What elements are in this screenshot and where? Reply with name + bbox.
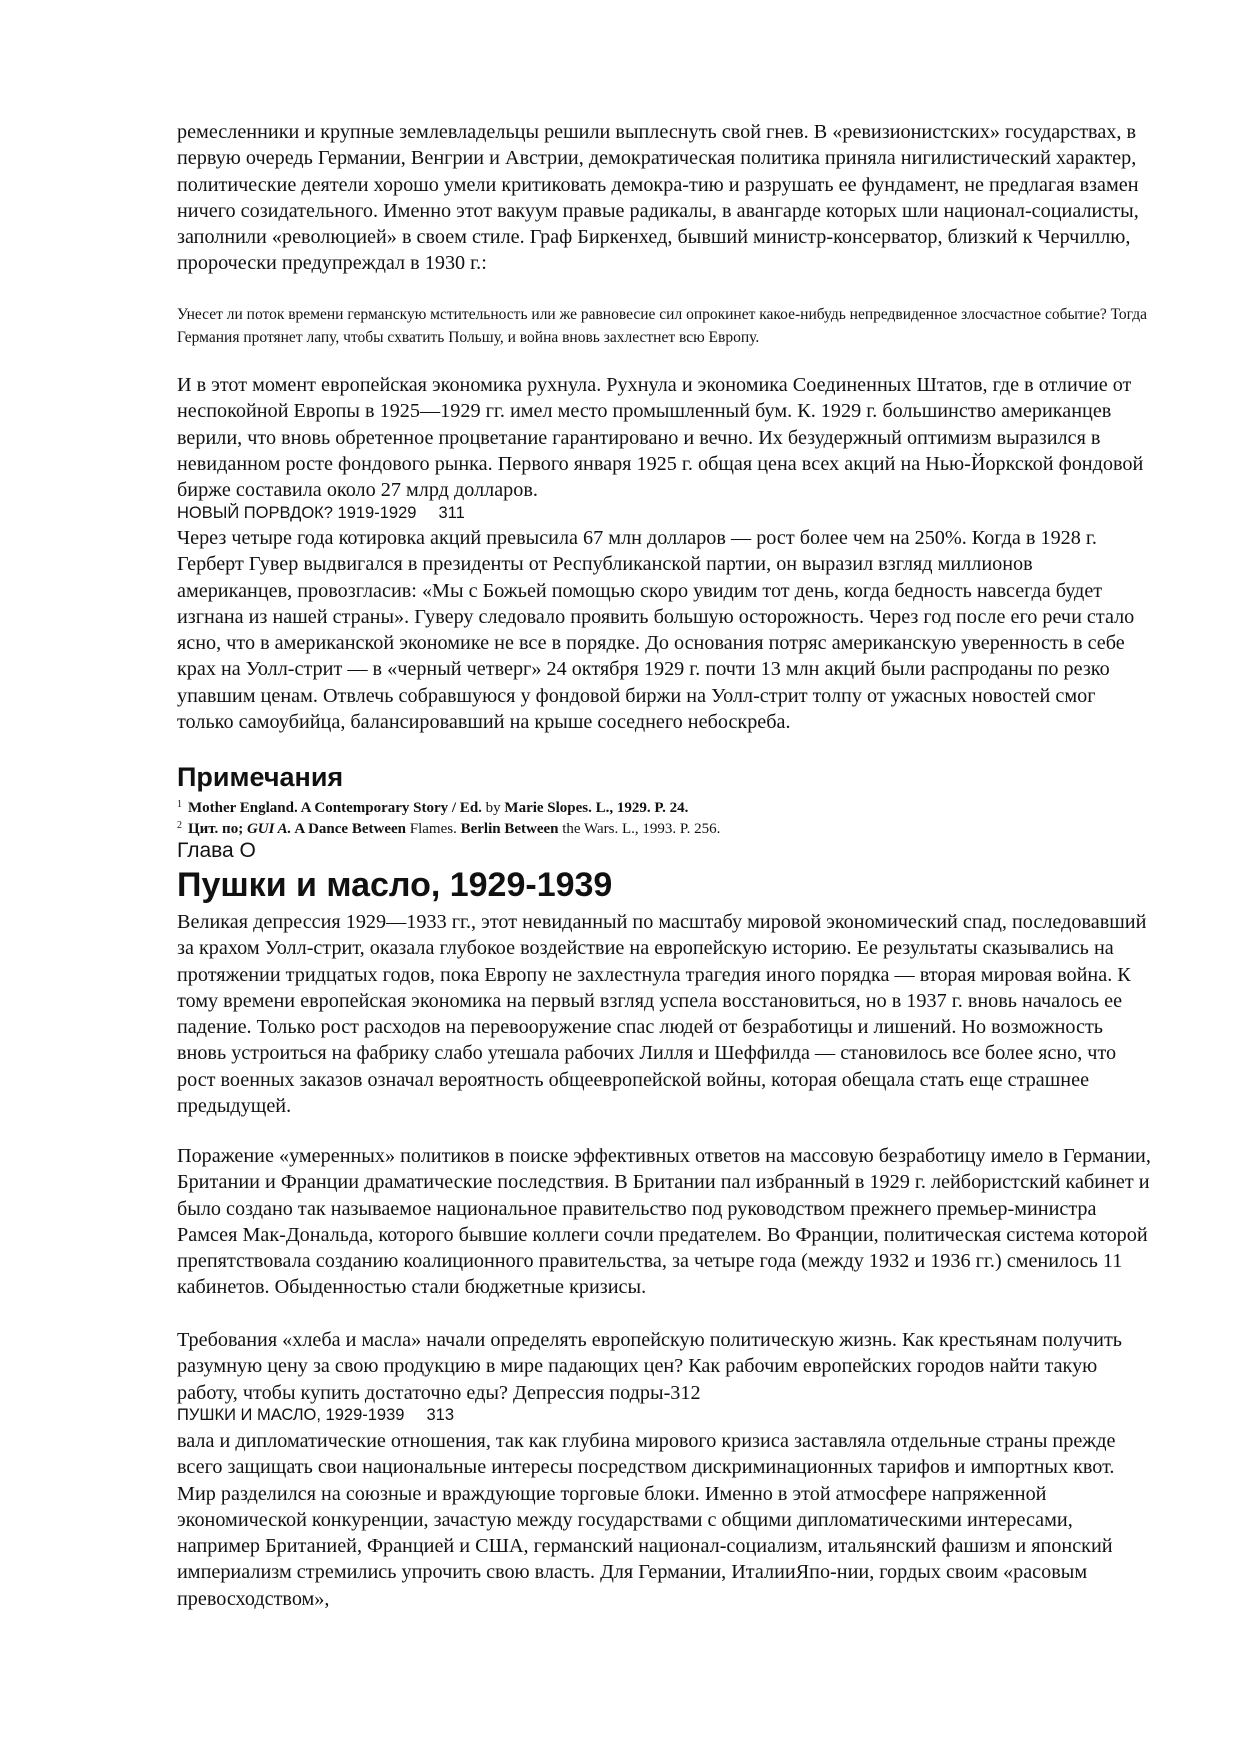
paragraph-diplomatic-relations: вала и дипломатические отношения, так как глубина мирового кризиса заставляла отдельные страны прежде всего защищать свои национальные интересы посредством дискриминационных тарифов и импортных квот. Мир разделился на союзные и враждующие торговые блоки. Именно в этой атмосфере напряженной экономической конкуренции, зачастую между государствами с общими дипломатическими интересами, например Британией, Францией и США, германский национал-социализм, итальянский фашизм и японский империализм стремились упрочить свою власть. Для Германии, ИталииЯпо-нии, гордых своим «расовым превосходством», <box>177 1430 1116 1610</box>
paragraph-economy-collapse: И в этот момент европейская экономика рухнула. Рухнула и экономика Соединенных Штатов, где в отличие от неспокойной Европы в 1925—1929 гг. имел место промышленный бум. К. 1929 г. большинство американцев верили, что вновь обретенное процветание гарантировано и вечно. Их безудержный оптимизм выразился в невиданном росте фондового рынка. Первого января 1925 г. общая цена всех акций на Нью-Йоркской фондовой бирже составила около 27 млрд долларов. <box>177 374 1144 502</box>
paragraph-revisionist-states: ремесленники и крупные землевладельцы решили выплеснуть свой гнев. В «ревизионистских» государствах, в первую очередь Германии, Венгрии и Австрии, демократическая политика приняла нигилистический характер, политические деятели хорошо умели критиковать демокра-тию и разрушать ее фундамент, не предлагая взамен ничего созидательного. Именно этот вакуум правые радикалы, в авангарде которых шли национал-социалисты, заполнили «революцией» в своем стиле. Граф Биркенхед, бывший министр-консерватор, близкий к Черчиллю, пророчески предупреждал в 1930 г.: <box>177 121 1139 275</box>
chapter-title: Пушки и масло, 1929-1939 <box>177 866 613 904</box>
notes-heading: Примечания <box>177 762 344 792</box>
footnote-number: 2 <box>177 820 182 831</box>
footnote-number: 1 <box>177 799 182 810</box>
birkenhead-quote: Унесет ли поток времени германскую мстительность или же равновесие сил опрокинет какое-нибудь непредвиденное злосчастное событие? Тогда Германия протянет лапу, чтобы схватить Польшу, и война вновь захлестнет всю Европу. <box>177 306 1148 346</box>
footnote-1: $^1$ Mother England. A Contemporary Story / Ed. by Marie Slopes. L., 1929. P. 24. <box>177 799 689 816</box>
paragraph-great-depression: Великая депрессия 1929—1933 гг., этот невиданный по масштабу мировой экономический спад, последовавший за крахом Уолл-стрит, оказала глубокое воздействие на европейскую историю. Ее результаты сказывались на протяжении тридцатых годов, пока Европу не захлестнула трагедия иного порядка — вторая мировая война. К тому времени европейская экономика на первый взгляд успела восстановиться, но в 1937 г. вновь началось ее падение. Только рост расходов на перевооружение спас людей от безработицы и лишений. Но возможность вновь устроиться на фабрику слабо утешала рабочих Лилля и Шеффилда — становилось все более ясно, что рост военных заказов означал вероятность общеевропейской войны, которая обещала стать еще страшнее предыдущей. <box>177 911 1147 1118</box>
paragraph-moderate-politicians: Поражение «умеренных» политиков в поиске эффективных ответов на массовую безработицу имело в Германии, Британии и Франции драматические последствия. В Британии пал избранный в 1929 г. лейбористский кабинет и было создано так называемое национальное правительство под руководством прежнего премьер-министра Рамсея Мак-Дональда, которого бывшие коллеги сочли предателем. Во Франции, политическая система которой препятствовала созданию коалиционного правительства, за четыре года (между 1932 и 1936 гг.) сменилось 11 кабинетов. Обыденностью стали бюджетные кризисы. <box>177 1145 1151 1299</box>
footnote-2: $^2$ Цит. по; GUI A. A Dance Between Flames. Berlin Between the Wars. L., 1993. P. 256. <box>177 820 721 837</box>
page-number: 311 <box>438 504 465 522</box>
chapter-label: Глава О <box>177 839 256 862</box>
paragraph-bread-and-butter: Требования «хлеба и масла» начали определять европейскую политическую жизнь. Как крестьянам получить разумную цену за свою продукцию в мире падающих цен? Как рабочим европейских городов найти такую работу, чтобы купить достаточно еды? Депрессия подры-312 <box>177 1329 1123 1404</box>
paragraph-wall-street-crash: Через четыре года котировка акций превысила 67 млн долларов — рост более чем на 250%. Когда в 1928 г. Герберт Гувер выдвигался в президенты от Республиканской партии, он выразил взгляд миллионов американцев, провозгласив: «Мы с Божьей помощью скоро увидим тот день, когда бедность навсегда будет изгнана из нашей страны». Гуверу следовало проявить большую осторожность. Через год после его речи стало ясно, что в американской экономике не все в порядке. До основания потряс американскую уверенность в себе крах на Уолл-стрит — в «черный четверг» 24 октября 1929 г. почти 13 млн акций были распроданы по резко упавшим ценам. Отвлечь собравшуюся у фондовой биржи на Уолл-стрит толпу от ужасных новостей смог только самоубийца, балансировавший на крыше соседнего небоскреба. <box>177 527 1135 734</box>
running-head-title: НОВЫЙ ПОРВДОК? 1919-1929 <box>177 504 417 522</box>
page-number: 313 <box>426 1406 454 1424</box>
running-head-311 <box>177 502 1152 524</box>
running-head-313 <box>177 1404 1152 1426</box>
running-head-title: ПУШКИ И МАСЛО, 1929-1939 <box>177 1406 405 1424</box>
